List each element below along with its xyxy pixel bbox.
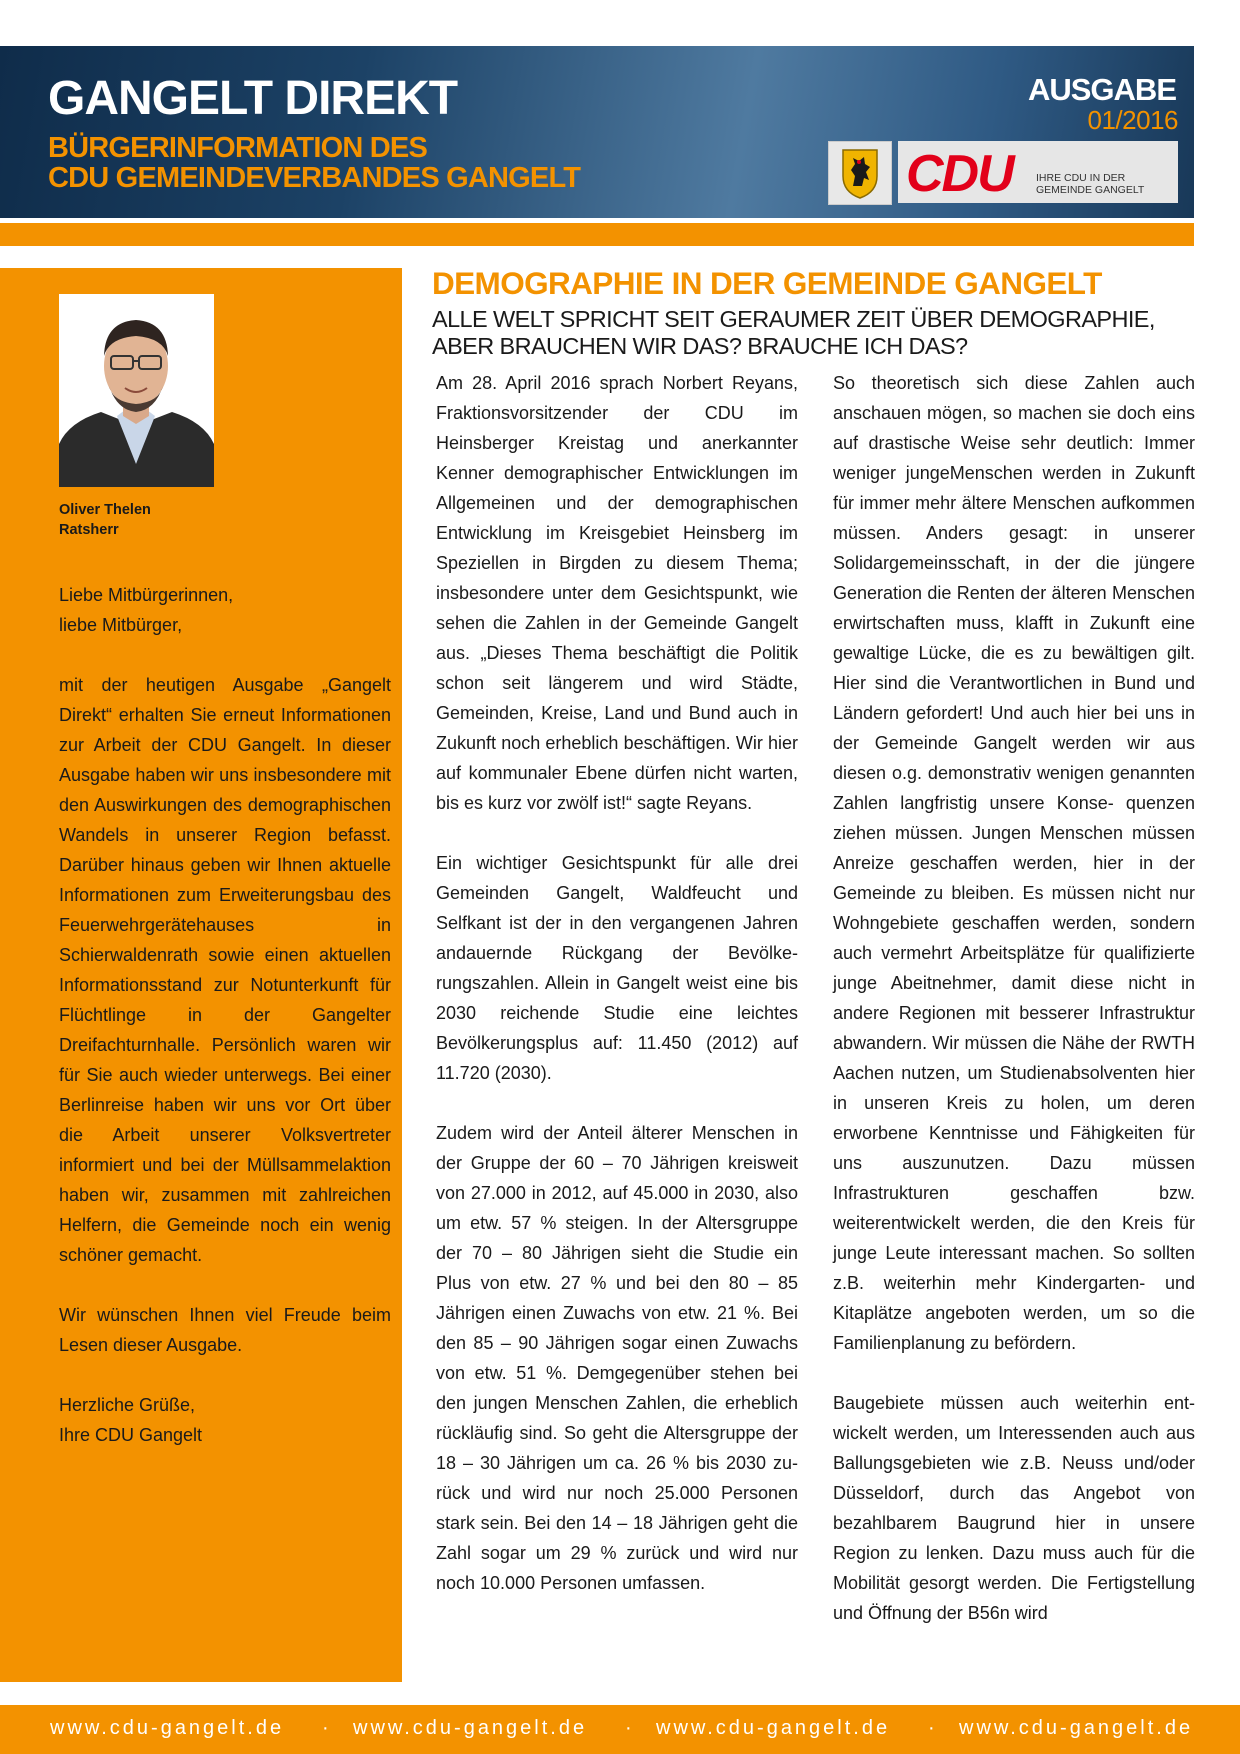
article-paragraph: Zudem wird der Anteil älterer Menschen in der Gruppe der 60 – 70 Jährigen kreisweit von 27.000 in 2012, auf 45.000 in 2030, also um etw. 57 % steigen. In der Altersgruppe der 70 – 80 Jährigen sieht die Studie ein Plus von etw. 27 % und bei den 80 – 85 Jährigen einen Zuwachs von etw. 21 %. Bei den 85 – 90 Jährigen sogar einen Zuwachs von etw. 51 %. Demgegenüber stehen bei den jungen Menschen Zahlen, die erheblich rückläufig sind. So geht die Altersgruppe der 18 – 30 Jährigen um ca. 26 % bis 2030 zurück und wird nur noch 25.000 Personen stark sein. Bei den 14 – 18 Jährigen geht die Zahl sogar um 29 % zurück und wird nur noch 10.000 Personen umfassen. — [436, 1123, 798, 1593]
newsletter-title: GANGELT DIREKT — [48, 72, 458, 125]
article-column-2 — [833, 368, 1195, 1628]
author-caption — [59, 500, 359, 540]
issue-label: AUSGABE — [1027, 72, 1176, 107]
municipal-crest-icon — [828, 141, 892, 205]
header-stripe — [0, 223, 1194, 246]
letter-closing — [59, 1390, 391, 1450]
article-paragraph: Ein wichtiger Gesichtspunkt für alle drei Gemeinden Gangelt, Waldfeucht und Selfkant ist der in den vergangenen Jahren andauernde Rückgang der Bevölkerungszahlen. Allein in Gangelt weist eine bis 2030 reichende Studie eine leichtes Bevölkerungsplus auf: 11.450 (2012) auf 11.720 (2030). — [436, 853, 798, 1083]
footer-separator: · — [625, 1717, 632, 1739]
newsletter-subtitle — [48, 133, 580, 193]
letter-body: mit der heutigen Ausgabe „Gangelt Direkt“ erhalten Sie erneut Informationen zur Arbeit der CDU Gangelt. In dieser Ausgabe haben wir uns insbesondere mit den Auswirkungen des demographischen Wandels in unserer Region befasst. Darüber hinaus geben wir Ihnen aktuelle Informationen zum Erweiterungsbau des Feuerwehrgerätehauses in Schierwaldenrath sowie einen aktuellen Informationsstand zur Notunterkunft für Flüchtlinge in der Gangelter Dreifachturnhalle. Persönlich waren wir für Sie auch wieder unterwegs. Bei einer Berlinreise haben wir uns vor Ort über die Arbeit unserer Volksvertreter informiert und bei der Müllsammelaktion haben wir, zusammen mit zahlreichen Helfern, die Gemeinde noch ein wenig schöner gemacht. — [59, 675, 391, 1265]
cdu-tagline-line-1: IHRE CDU IN DER — [1036, 172, 1126, 184]
footer-url-link[interactable]: www.cdu-gangelt.de — [353, 1717, 588, 1739]
author-portrait — [59, 294, 214, 487]
greeting-line-1: Liebe Mitbürgerinnen, — [59, 585, 234, 605]
author-name: Oliver Thelen — [59, 502, 151, 518]
article-subtitle — [432, 306, 1212, 360]
footer-separator: · — [928, 1717, 935, 1739]
subtitle-line-1: BÜRGERINFORMATION DES — [48, 132, 427, 164]
editorial-letter — [59, 580, 391, 1450]
article-subtitle-line-1: ALLE WELT SPRICHT SEIT GERAUMER ZEIT ÜBER DEMOGRAPHIE, — [432, 306, 1155, 332]
footer-separator: · — [322, 1717, 329, 1739]
letter-wish: Wir wünschen Ihnen viel Freude beim Lesen dieser Ausgabe. — [59, 1305, 391, 1355]
cdu-logo-tagline — [1036, 172, 1156, 196]
footer-url-link[interactable]: www.cdu-gangelt.de — [959, 1717, 1194, 1739]
article-column-1 — [436, 368, 798, 1598]
article-title: DEMOGRAPHIE IN DER GEMEINDE GANGELT — [432, 265, 1102, 301]
letter-greeting — [59, 580, 391, 640]
cdu-tagline-line-2: GEMEINDE GANGELT — [1036, 184, 1145, 196]
article-paragraph: So theoretisch sich diese Zahlen auch anschauen mögen, so machen sie doch eins auf drastische Weise sehr deutlich: Immer weniger jungeMenschen werden in Zukunft für immer mehr ältere Menschen aufkommen müssen. Anders gesagt: in unserer Solidargemeinsschaft, in der die jüngere Generation die Renten der älteren Menschen erwirtschaften muss, klafft in Zukunft eine gewaltige Lücke, die es zu bewältigen gilt. Hier sind die Verantwortlichen in Bund und Ländern gefordert! Und auch hier bei uns in der Gemeinde Gangelt werden wir aus diesen o.g. demonstrativ wenigen genannten Zahlen langfristig unsere Konse- quenzen ziehen müssen. Jungen Menschen müssen Anreize geschaffen werden, hier in der Gemeinde zu bleiben. Es müssen nicht nur Wohngebiete geschaffen werden, sondern auch vermehrt Arbeitsplätze für qualifizierte junge Abeitnehmer, damit diese nicht in andere Regionen mit besserer Infrastruktur abwandern. Wir müssen die Nähe der RWTH Aachen nutzen, um Studienabsolventen hier in unseren Kreis zu holen, um deren erworbene Kenntnisse und Fähigkeiten für uns auszunutzen. Dazu müssen Infrastrukturen geschaffen bzw. weiterentwickelt werden, die den Kreis für junge Leute interessant machen. So sollten z.B. weiterhin mehr Kindergarten- und Kitaplätze angeboten werden, um so die Familienplanung zu befördern. — [833, 373, 1195, 1353]
subtitle-line-2: CDU GEMEINDEVERBANDES GANGELT — [48, 162, 581, 194]
greeting-line-2: liebe Mitbürger, — [59, 615, 183, 635]
closing-line-2: Ihre CDU Gangelt — [59, 1425, 203, 1445]
article-subtitle-line-2: ABER BRAUCHEN WIR DAS? BRAUCHE ICH DAS? — [432, 333, 968, 359]
footer-url-link[interactable]: www.cdu-gangelt.de — [50, 1717, 285, 1739]
author-role: Ratsherr — [59, 522, 119, 538]
issue-number: 01/2016 — [1087, 105, 1178, 135]
closing-line-1: Herzliche Grüße, — [59, 1395, 196, 1415]
article-paragraph: Am 28. April 2016 sprach Norbert Reyans, Fraktionsvorsitzender der CDU im Heinsberger Kreistag und anerkannter Kenner demographischer Entwicklungen im Allgemeinen und der demographischen Entwicklung im Kreisgebiet Heinsberg im Speziellen in Birgden zu diesem Thema; insbesondere unter dem Gesichtspunkt, wie sehen die Zahlen in der Gemeinde Gangelt aus. „Dieses Thema beschäftigt die Politik schon seit längerem und wird Städte, Gemeinden, Kreise, Land und Bund auch in Zukunft noch erheblich beschäftigen. Wir hier auf kommunaler Ebene dürfen nicht warten, bis es kurz vor zwölf ist!“ sagte Reyans. — [436, 373, 798, 813]
cdu-logo: CDU — [906, 145, 1013, 203]
article-paragraph: Baugebiete müssen auch weiterhin entwickelt werden, um Interessenden auch aus Ballungsgebieten wie z.B. Neuss und/oder Düsseldorf, durch das Angebot von bezahlbarem Baugrund hier in unsere Region zu lenken. Dazu muss auch für die Mobilität gesorgt werden. Die Fertigstellung und Öffnung der B56n wird — [833, 1393, 1195, 1623]
footer-url-link[interactable]: www.cdu-gangelt.de — [656, 1717, 891, 1739]
